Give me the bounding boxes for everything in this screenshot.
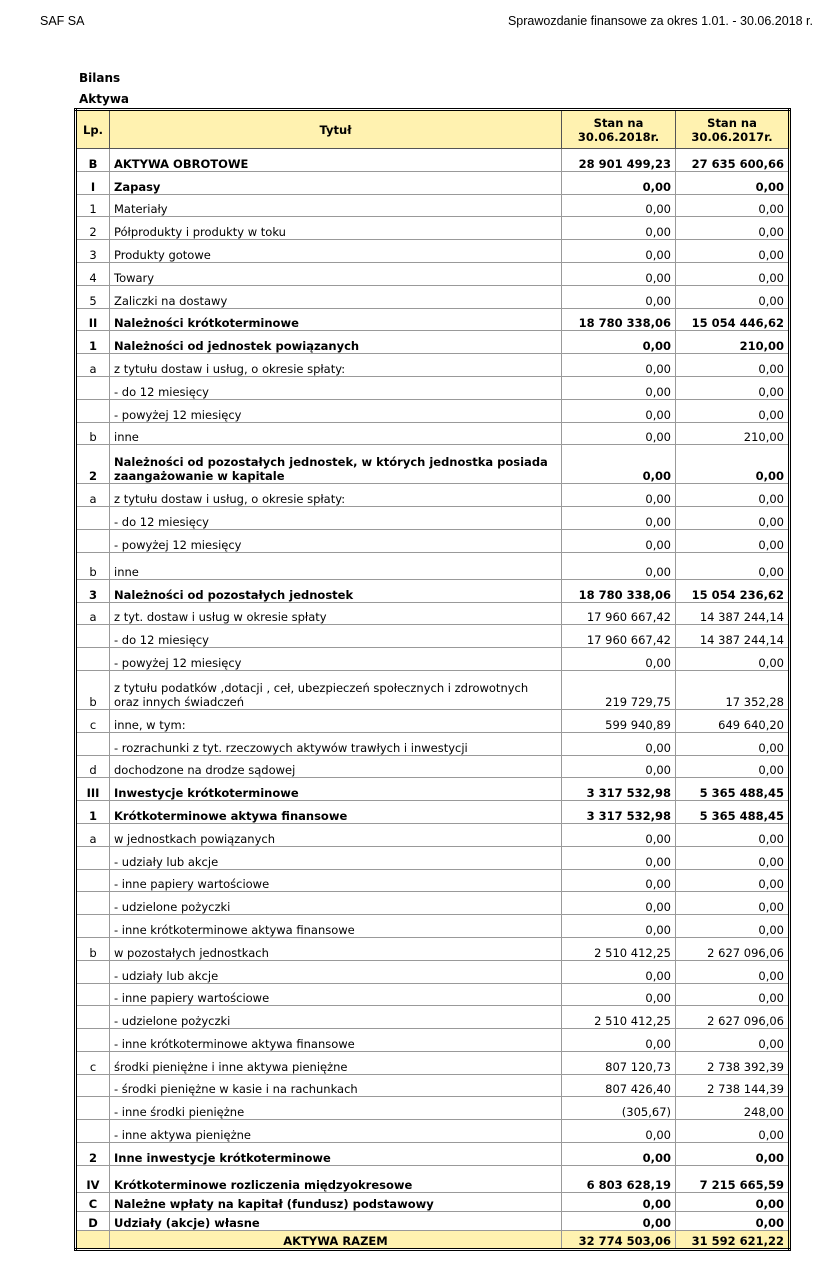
- row-title-text: w jednostkach powiązanych: [114, 831, 275, 846]
- row-title-text: Krótkoterminowe rozliczenia międzyokresowe: [114, 1177, 413, 1192]
- row-title-text: - rozrachunki z tyt. rzeczowych aktywów trawłych i inwestycji: [114, 740, 468, 755]
- row-lp: [76, 648, 110, 671]
- table-row: [76, 552, 790, 579]
- row-title: [110, 285, 562, 308]
- table-row: [76, 331, 790, 354]
- row-title: [110, 579, 562, 602]
- table-row: [76, 670, 790, 709]
- row-title: [110, 331, 562, 354]
- row-title-text: inne: [114, 564, 139, 579]
- row-lp: [76, 846, 110, 869]
- row-value-2017: 0,00: [676, 1029, 790, 1052]
- row-title-text: środki pieniężne i inne aktywa pieniężne: [114, 1059, 348, 1074]
- row-title: [110, 1211, 562, 1230]
- row-value-2018: 0,00: [562, 1211, 676, 1230]
- row-title-text: - inne papiery wartościowe: [114, 991, 270, 1006]
- row-value-2018: 0,00: [562, 755, 676, 778]
- row-value-2018: 0,00: [562, 217, 676, 240]
- row-title-text: Należności krótkoterminowe: [114, 316, 299, 331]
- row-lp: 5: [76, 285, 110, 308]
- company-name: SAF SA: [40, 14, 85, 28]
- table-row: [76, 625, 790, 648]
- row-value-2017: 5 365 488,45: [676, 778, 790, 801]
- row-title-text: Krótkoterminowe aktywa finansowe: [114, 808, 348, 823]
- table-row: [76, 709, 790, 732]
- row-title: [110, 262, 562, 285]
- row-value-2017: 0,00: [676, 262, 790, 285]
- row-lp: C: [76, 1192, 110, 1211]
- col-header-2017-l2: 30.06.2017r.: [691, 129, 773, 144]
- row-value-2017: 0,00: [676, 354, 790, 377]
- row-lp: a: [76, 823, 110, 846]
- table-row: [76, 354, 790, 377]
- row-title: [110, 983, 562, 1006]
- row-value-2018: 18 780 338,06: [562, 579, 676, 602]
- table-row: [76, 149, 790, 172]
- row-value-2018: 0,00: [562, 376, 676, 399]
- row-title: [110, 1029, 562, 1052]
- row-value-2018: 0,00: [562, 399, 676, 422]
- row-value-2017: 0,00: [676, 552, 790, 579]
- row-title: [110, 171, 562, 194]
- row-value-2018: 0,00: [562, 960, 676, 983]
- table-row: [76, 1120, 790, 1143]
- row-value-2017: 14 387 244,14: [676, 625, 790, 648]
- total-2018: 32 774 503,06: [562, 1230, 676, 1249]
- row-title-text: AKTYWA OBROTOWE: [114, 156, 249, 171]
- row-value-2018: 0,00: [562, 1120, 676, 1143]
- row-value-2018: 0,00: [562, 869, 676, 892]
- table-row: [76, 285, 790, 308]
- row-lp: b: [76, 937, 110, 960]
- row-title-text-line2: zaangażowanie w kapitale: [114, 469, 285, 484]
- row-value-2017: 0,00: [676, 194, 790, 217]
- row-lp: [76, 960, 110, 983]
- row-lp: c: [76, 1051, 110, 1074]
- row-title-text: Półprodukty i produkty w toku: [114, 225, 286, 240]
- row-value-2018: 0,00: [562, 552, 676, 579]
- table-row: [76, 1165, 790, 1192]
- row-lp: b: [76, 422, 110, 445]
- table-row: [76, 937, 790, 960]
- table-row: [76, 422, 790, 445]
- row-value-2017: 0,00: [676, 648, 790, 671]
- row-lp: [76, 892, 110, 915]
- table-row: [76, 1143, 790, 1166]
- row-title-text: Zapasy: [114, 179, 161, 194]
- row-lp: [76, 399, 110, 422]
- row-value-2017: 0,00: [676, 1143, 790, 1166]
- row-title-text: z tyt. dostaw i usług w okresie spłaty: [114, 610, 327, 625]
- row-value-2018: 807 120,73: [562, 1051, 676, 1074]
- table-row: [76, 240, 790, 263]
- row-title-text: - do 12 miesięcy: [114, 633, 209, 648]
- row-value-2018: 0,00: [562, 354, 676, 377]
- row-title: [110, 755, 562, 778]
- row-value-2018: 0,00: [562, 507, 676, 530]
- row-title: [110, 194, 562, 217]
- row-lp: 1: [76, 801, 110, 824]
- table-row: [76, 445, 790, 484]
- row-title-text: Towary: [114, 270, 155, 285]
- row-value-2018: 0,00: [562, 331, 676, 354]
- row-value-2017: 0,00: [676, 1120, 790, 1143]
- row-title: [110, 1192, 562, 1211]
- row-value-2018: 28 901 499,23: [562, 149, 676, 172]
- row-value-2017: 0,00: [676, 846, 790, 869]
- table-row: [76, 262, 790, 285]
- row-title: [110, 240, 562, 263]
- row-value-2018: 2 510 412,25: [562, 937, 676, 960]
- section-title: Bilans: [79, 71, 121, 85]
- row-value-2017: 0,00: [676, 240, 790, 263]
- row-title: [110, 1120, 562, 1143]
- row-title-text: inne: [114, 430, 139, 445]
- row-title: [110, 1143, 562, 1166]
- table-row: [76, 579, 790, 602]
- row-title: [110, 670, 562, 709]
- row-value-2017: 210,00: [676, 422, 790, 445]
- table-row: [76, 1211, 790, 1230]
- row-lp: a: [76, 484, 110, 507]
- row-lp: a: [76, 602, 110, 625]
- row-lp: [76, 869, 110, 892]
- row-title-text: - inne papiery wartościowe: [114, 877, 270, 892]
- table-row: [76, 648, 790, 671]
- row-lp: II: [76, 308, 110, 331]
- row-value-2018: 0,00: [562, 194, 676, 217]
- row-title: [110, 552, 562, 579]
- row-title: [110, 529, 562, 552]
- row-value-2017: 0,00: [676, 1211, 790, 1230]
- row-value-2017: 0,00: [676, 529, 790, 552]
- table-row: [76, 1192, 790, 1211]
- row-title: [110, 915, 562, 938]
- table-row: [76, 376, 790, 399]
- table-row: [76, 892, 790, 915]
- row-title: [110, 937, 562, 960]
- row-title-text: Udziały (akcje) własne: [114, 1215, 260, 1230]
- row-title: [110, 732, 562, 755]
- row-lp: 3: [76, 240, 110, 263]
- row-lp: [76, 376, 110, 399]
- row-title-text-line2: oraz innych świadczeń: [114, 694, 245, 709]
- row-value-2018: 0,00: [562, 648, 676, 671]
- table-row: [76, 823, 790, 846]
- total-2017: 31 592 621,22: [676, 1230, 790, 1249]
- table-row: [76, 960, 790, 983]
- row-value-2018: 0,00: [562, 262, 676, 285]
- row-lp: 1: [76, 331, 110, 354]
- row-value-2018: 0,00: [562, 915, 676, 938]
- table-row: [76, 1029, 790, 1052]
- col-header-2018-l2: 30.06.2018r.: [577, 129, 660, 144]
- row-value-2018: 0,00: [562, 892, 676, 915]
- row-lp: 2: [76, 445, 110, 484]
- table-row: [76, 801, 790, 824]
- row-value-2017: 0,00: [676, 732, 790, 755]
- row-lp: 1: [76, 194, 110, 217]
- table-row: [76, 1051, 790, 1074]
- row-value-2017: 2 738 144,39: [676, 1074, 790, 1097]
- col-header-2018: [562, 110, 676, 149]
- row-title: [110, 507, 562, 530]
- row-lp: III: [76, 778, 110, 801]
- row-title: [110, 484, 562, 507]
- row-value-2018: 0,00: [562, 1192, 676, 1211]
- row-title: [110, 1074, 562, 1097]
- row-title-text: - powyżej 12 miesięcy: [114, 655, 242, 670]
- row-value-2017: 248,00: [676, 1097, 790, 1120]
- table-header-row: [76, 110, 790, 149]
- row-value-2017: 0,00: [676, 960, 790, 983]
- row-value-2017: 27 635 600,66: [676, 149, 790, 172]
- row-title-text: Produkty gotowe: [114, 247, 211, 262]
- row-title: [110, 801, 562, 824]
- col-header-title: Tytuł: [110, 110, 562, 149]
- row-value-2018: 0,00: [562, 171, 676, 194]
- row-title-text: Należne wpłaty na kapitał (fundusz) podstawowy: [114, 1196, 434, 1211]
- row-title-text: z tytułu dostaw i usług, o okresie spłaty:: [114, 492, 346, 507]
- row-title: [110, 1051, 562, 1074]
- row-title: [110, 308, 562, 331]
- row-title: [110, 1006, 562, 1029]
- table-row: [76, 983, 790, 1006]
- row-value-2017: 0,00: [676, 983, 790, 1006]
- row-title-text: Należności od pozostałych jednostek: [114, 587, 354, 602]
- row-title-text: Należności od pozostałych jednostek, w których jednostka posiada: [114, 455, 548, 470]
- row-value-2018: 0,00: [562, 732, 676, 755]
- row-value-2018: 3 317 532,98: [562, 801, 676, 824]
- row-title-text: Zaliczki na dostawy: [114, 293, 228, 308]
- row-lp: I: [76, 171, 110, 194]
- row-title-text: Należności od jednostek powiązanych: [114, 339, 360, 354]
- row-lp: [76, 915, 110, 938]
- row-lp: b: [76, 552, 110, 579]
- row-value-2018: 0,00: [562, 846, 676, 869]
- total-row: [76, 1230, 790, 1249]
- row-title: [110, 846, 562, 869]
- row-lp: [76, 1006, 110, 1029]
- row-value-2017: 15 054 446,62: [676, 308, 790, 331]
- row-lp: [76, 529, 110, 552]
- row-value-2017: 0,00: [676, 217, 790, 240]
- table-row: [76, 755, 790, 778]
- row-value-2018: 17 960 667,42: [562, 602, 676, 625]
- row-value-2017: 0,00: [676, 892, 790, 915]
- table-row: [76, 194, 790, 217]
- row-title-text: inne, w tym:: [114, 717, 186, 732]
- row-value-2017: 0,00: [676, 171, 790, 194]
- table-row: [76, 171, 790, 194]
- row-value-2018: 0,00: [562, 445, 676, 484]
- row-title-text: z tytułu podatków ,dotacji , ceł, ubezpieczeń społecznych i zdrowotnych: [114, 680, 529, 695]
- row-value-2018: 18 780 338,06: [562, 308, 676, 331]
- table-row: [76, 1097, 790, 1120]
- row-lp: 2: [76, 217, 110, 240]
- row-lp: 2: [76, 1143, 110, 1166]
- row-value-2017: 17 352,28: [676, 670, 790, 709]
- table-row: [76, 915, 790, 938]
- table-row: [76, 602, 790, 625]
- row-title-text: - środki pieniężne w kasie i na rachunkach: [114, 1082, 358, 1097]
- row-value-2018: (305,67): [562, 1097, 676, 1120]
- row-value-2018: 0,00: [562, 983, 676, 1006]
- row-value-2017: 2 738 392,39: [676, 1051, 790, 1074]
- total-label: AKTYWA RAZEM: [110, 1230, 562, 1249]
- row-title: [110, 149, 562, 172]
- row-title-text: - inne aktywa pieniężne: [114, 1128, 251, 1143]
- table-row: [76, 869, 790, 892]
- report-title: Sprawozdanie finansowe za okres 1.01. - 30.06.2018 r.: [507, 14, 813, 28]
- row-title-text: - do 12 miesięcy: [114, 384, 209, 399]
- row-lp: [76, 1029, 110, 1052]
- col-header-2018-l1: Stan na: [593, 115, 644, 130]
- row-value-2017: 0,00: [676, 484, 790, 507]
- row-value-2017: 649 640,20: [676, 709, 790, 732]
- row-value-2017: 0,00: [676, 755, 790, 778]
- row-title: [110, 445, 562, 484]
- row-value-2017: 0,00: [676, 869, 790, 892]
- row-title: [110, 892, 562, 915]
- row-lp: [76, 732, 110, 755]
- row-title-text: - inne środki pieniężne: [114, 1105, 245, 1120]
- row-lp: b: [76, 670, 110, 709]
- row-lp: D: [76, 1211, 110, 1230]
- row-value-2017: 15 054 236,62: [676, 579, 790, 602]
- row-value-2017: 5 365 488,45: [676, 801, 790, 824]
- row-lp: a: [76, 354, 110, 377]
- row-value-2018: 17 960 667,42: [562, 625, 676, 648]
- col-header-2017: [676, 110, 790, 149]
- row-value-2018: 0,00: [562, 529, 676, 552]
- row-value-2017: 0,00: [676, 399, 790, 422]
- col-header-2017-l1: Stan na: [707, 115, 757, 130]
- row-value-2017: 0,00: [676, 823, 790, 846]
- row-title-text: - powyżej 12 miesięcy: [114, 537, 242, 552]
- table-row: [76, 308, 790, 331]
- row-lp: c: [76, 709, 110, 732]
- row-value-2017: 0,00: [676, 1192, 790, 1211]
- row-value-2017: 210,00: [676, 331, 790, 354]
- row-value-2017: 0,00: [676, 376, 790, 399]
- row-title: [110, 1165, 562, 1192]
- total-lp: [76, 1230, 110, 1249]
- row-value-2018: 599 940,89: [562, 709, 676, 732]
- table-row: [76, 846, 790, 869]
- row-value-2018: 0,00: [562, 285, 676, 308]
- row-lp: [76, 1074, 110, 1097]
- section-subtitle: Aktywa: [79, 92, 130, 106]
- row-value-2017: 2 627 096,06: [676, 937, 790, 960]
- row-value-2017: 0,00: [676, 507, 790, 530]
- row-title-text: - do 12 miesięcy: [114, 514, 209, 529]
- row-title-text: - powyżej 12 miesięcy: [114, 407, 242, 422]
- row-title-text: - udziały lub akcje: [114, 854, 219, 869]
- row-value-2017: 0,00: [676, 285, 790, 308]
- row-title: [110, 869, 562, 892]
- row-title-text: dochodzone na drodze sądowej: [114, 763, 296, 778]
- col-header-lp: Lp.: [76, 110, 110, 149]
- row-title-text: Materiały: [114, 202, 168, 217]
- row-lp: 3: [76, 579, 110, 602]
- row-value-2018: 0,00: [562, 823, 676, 846]
- row-value-2017: 2 627 096,06: [676, 1006, 790, 1029]
- row-title: [110, 648, 562, 671]
- row-title-text: - inne krótkoterminowe aktywa finansowe: [114, 1036, 355, 1051]
- row-value-2018: 6 803 628,19: [562, 1165, 676, 1192]
- table-row: [76, 1074, 790, 1097]
- row-lp: 4: [76, 262, 110, 285]
- row-value-2018: 219 729,75: [562, 670, 676, 709]
- row-value-2017: 0,00: [676, 915, 790, 938]
- row-title: [110, 354, 562, 377]
- row-value-2018: 3 317 532,98: [562, 778, 676, 801]
- row-value-2018: 807 426,40: [562, 1074, 676, 1097]
- row-value-2017: 7 215 665,59: [676, 1165, 790, 1192]
- table-row: [76, 1006, 790, 1029]
- row-lp: [76, 1097, 110, 1120]
- table-body: [76, 149, 790, 1231]
- row-lp: [76, 1120, 110, 1143]
- row-title: [110, 602, 562, 625]
- balance-sheet-table: [74, 108, 791, 1251]
- row-title: [110, 399, 562, 422]
- row-value-2018: 0,00: [562, 1029, 676, 1052]
- row-title: [110, 823, 562, 846]
- table-row: [76, 399, 790, 422]
- row-value-2018: 2 510 412,25: [562, 1006, 676, 1029]
- row-title: [110, 960, 562, 983]
- row-title-text: - udziały lub akcje: [114, 968, 219, 983]
- row-lp: d: [76, 755, 110, 778]
- table-row: [76, 529, 790, 552]
- row-lp: [76, 625, 110, 648]
- table-row: [76, 507, 790, 530]
- row-title: [110, 376, 562, 399]
- row-title-text: z tytułu dostaw i usług, o okresie spłaty:: [114, 361, 346, 376]
- table-row: [76, 778, 790, 801]
- row-lp: B: [76, 149, 110, 172]
- row-value-2018: 0,00: [562, 484, 676, 507]
- row-title-text: - udzielone pożyczki: [114, 1014, 231, 1029]
- row-title: [110, 709, 562, 732]
- row-title-text: w pozostałych jednostkach: [114, 945, 269, 960]
- row-title-text: - udzielone pożyczki: [114, 900, 231, 915]
- table-row: [76, 732, 790, 755]
- row-title-text: - inne krótkoterminowe aktywa finansowe: [114, 922, 355, 937]
- row-title-text: Inwestycje krótkoterminowe: [114, 786, 299, 801]
- row-value-2018: 0,00: [562, 240, 676, 263]
- row-title: [110, 625, 562, 648]
- row-value-2017: 0,00: [676, 445, 790, 484]
- row-lp: [76, 983, 110, 1006]
- row-value-2018: 0,00: [562, 422, 676, 445]
- row-title: [110, 1097, 562, 1120]
- table-row: [76, 484, 790, 507]
- row-title: [110, 217, 562, 240]
- row-lp: IV: [76, 1165, 110, 1192]
- row-title: [110, 422, 562, 445]
- row-title: [110, 778, 562, 801]
- table-row: [76, 217, 790, 240]
- row-value-2018: 0,00: [562, 1143, 676, 1166]
- row-title-text: Inne inwestycje krótkoterminowe: [114, 1150, 331, 1165]
- row-value-2017: 14 387 244,14: [676, 602, 790, 625]
- row-lp: [76, 507, 110, 530]
